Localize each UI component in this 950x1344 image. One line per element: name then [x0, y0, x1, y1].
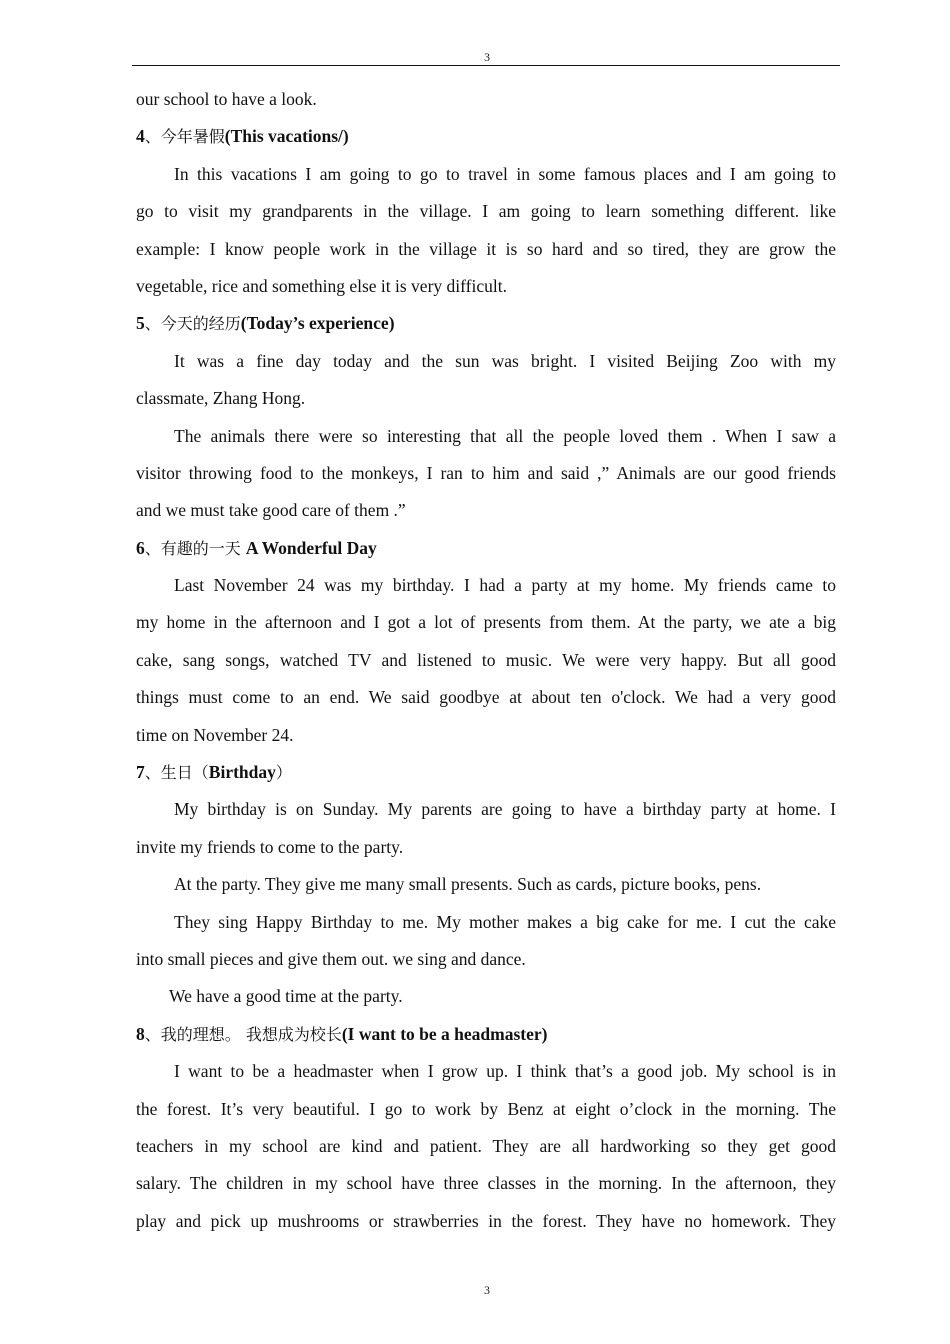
heading-chinese: 有趣的一天	[160, 538, 246, 558]
body-line: In this vacations I am going to go to travel in some famous places and I am going to	[174, 163, 836, 184]
section-heading	[136, 530, 836, 567]
body-line: things must come to an end. We said goodbye at about ten o'clock. We had a very good	[136, 687, 836, 708]
body-line: salary. The children in my school have three classes in the morning. In the afternoon, they	[136, 1173, 836, 1194]
body-line: play and pick up mushrooms or strawberries in the forest. They have no homework. They	[136, 1210, 836, 1231]
section-heading	[136, 754, 836, 791]
heading-number: 4	[136, 126, 145, 147]
body-line: time on November 24.	[136, 724, 294, 745]
header-rule	[132, 65, 840, 66]
body-line: into small pieces and give them out. we sing and dance.	[136, 948, 526, 969]
body-line: The animals there were so interesting that all the people loved them . When I saw a	[174, 425, 836, 446]
body-line: My birthday is on Sunday. My parents are going to have a birthday party at home. I	[174, 799, 836, 820]
body-line: and we must take good care of them .”	[136, 500, 406, 521]
heading-chinese: 生日（	[160, 763, 209, 783]
heading-english: (I want to be a headmaster)	[341, 1023, 548, 1044]
footer-page-number: 3	[484, 1283, 490, 1297]
body-line: At the party. They give me many small presents. Such as cards, picture books, pens.	[174, 874, 762, 895]
body-line: We have a good time at the party.	[169, 986, 403, 1007]
body-line: example: I know people work in the village it is so hard and so tired, they are grow the	[136, 238, 836, 259]
body-line: cake, sang songs, watched TV and listened to music. We were very happy. But all good	[136, 649, 836, 670]
section-heading	[136, 305, 836, 342]
heading-english: (This vacations/)	[224, 126, 349, 147]
body-line: teachers in my school are kind and patient. They are all hardworking so they get good	[136, 1135, 836, 1156]
heading-number: 5	[136, 313, 145, 334]
body-line: They sing Happy Birthday to me. My mother makes a big cake for me. I cut the cake	[174, 911, 836, 932]
header-page-number: 3	[484, 50, 490, 64]
body-line: It was a fine day today and the sun was bright. I visited Beijing Zoo with my	[174, 350, 836, 371]
body-line: our school to have a look.	[136, 89, 317, 109]
section-heading	[136, 118, 836, 155]
heading-english: Birthday	[208, 762, 276, 783]
body-line: Last November 24 was my birthday. I had a party at my home. My friends came to	[174, 575, 836, 596]
heading-separator: 、	[144, 1024, 161, 1044]
heading-number: 8	[136, 1023, 145, 1044]
heading-english: A Wonderful Day	[245, 537, 377, 558]
heading-separator: 、	[144, 127, 161, 147]
heading-separator: 、	[144, 538, 161, 558]
heading-separator: 、	[144, 763, 161, 783]
heading-tail: ）	[275, 763, 292, 783]
body-line: vegetable, rice and something else it is very difficult.	[136, 275, 507, 296]
heading-chinese: 我的理想。 我想成为校长	[160, 1024, 342, 1044]
body-line: the forest. It’s very beautiful. I go to work by Benz at eight o’clock in the morning. The	[136, 1098, 836, 1119]
body-line: I want to be a headmaster when I grow up. I think that’s a good job. My school is in	[174, 1061, 836, 1082]
heading-chinese: 今年暑假	[160, 127, 225, 147]
document-body	[136, 81, 836, 1240]
body-line: visitor throwing food to the monkeys, I ran to him and said ,” Animals are our good friends	[136, 462, 836, 483]
body-line: invite my friends to come to the party.	[136, 836, 404, 857]
body-line: go to visit my grandparents in the village. I am going to learn something different. like	[136, 201, 836, 222]
heading-english: (Today’s experience)	[240, 313, 395, 334]
body-line: my home in the afternoon and I got a lot of presents from them. At the party, we ate a big	[136, 612, 836, 633]
body-line: classmate, Zhang Hong.	[136, 388, 306, 409]
heading-number: 6	[136, 537, 145, 558]
heading-separator: 、	[144, 314, 161, 334]
section-heading	[136, 1016, 836, 1053]
heading-number: 7	[136, 762, 145, 783]
heading-chinese: 今天的经历	[160, 314, 241, 334]
